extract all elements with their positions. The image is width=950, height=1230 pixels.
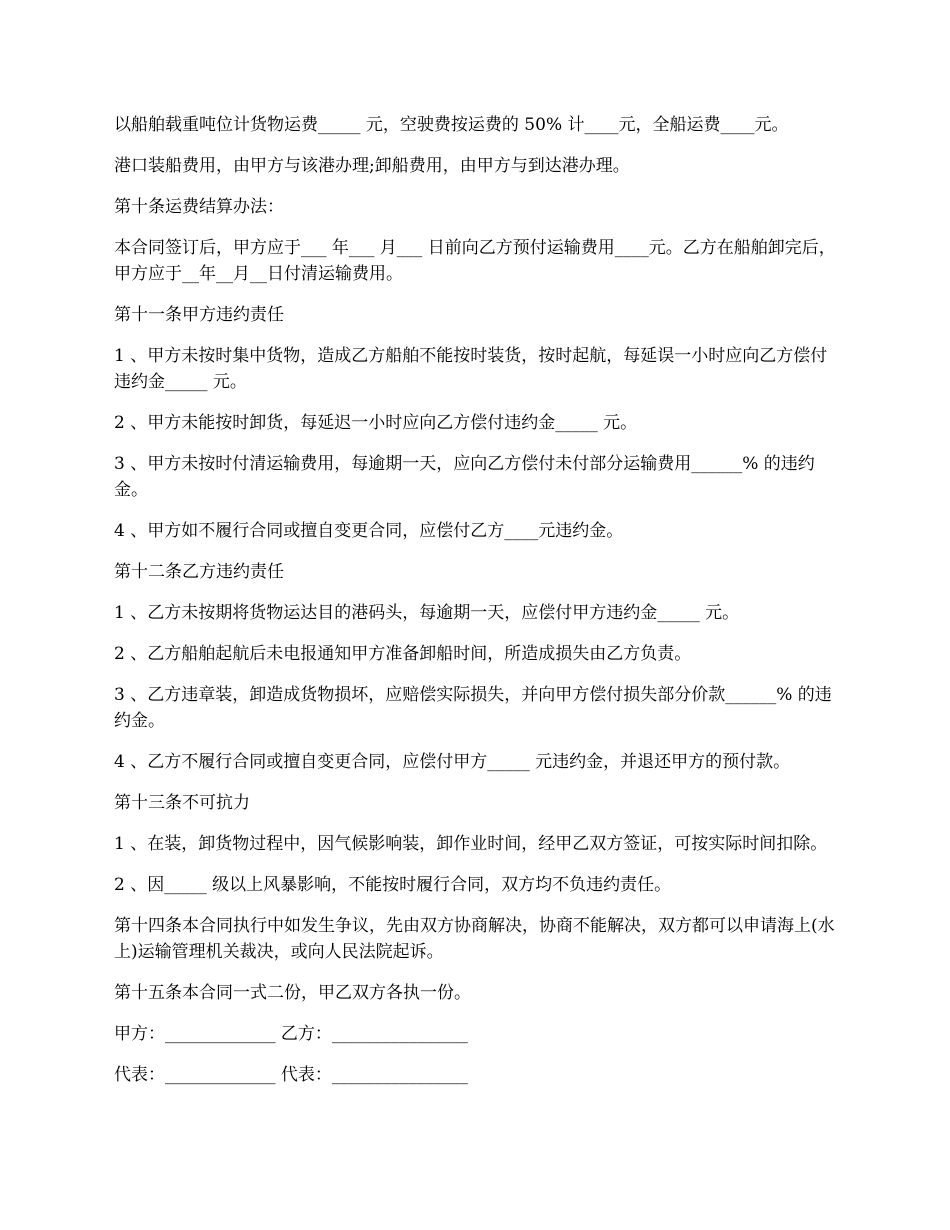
article-15: 第十五条本合同一式二份，甲乙双方各执一份。 (114, 983, 471, 1003)
article-14: 第十四条本合同执行中如发生争议，先由双方协商解决，协商不能解决，双方都可以申请海上(水上)运输管理机关裁决，或向人民法院起诉。 (114, 916, 835, 962)
contract-body (114, 112, 842, 1103)
clause-12-3: 3 、乙方违章装，卸造成货物损坏，应赔偿实际损失，并向甲方偿付损失部分价款______% 的违约金。 (114, 685, 832, 731)
clause-12-4: 4 、乙方不履行合同或擅自变更合同，应偿付甲方_____ 元违约金，并退还甲方的预付款。 (114, 752, 791, 772)
clause-13-1: 1 、在装，卸货物过程中，因气候影响装，卸作业时间，经甲乙双方签证，可按实际时间扣除。 (114, 834, 828, 854)
clause-11-1: 1 、甲方未按时集中货物，造成乙方船舶不能按时装货，按时起航，每延误一小时应向乙方偿付违约金_____ 元。 (114, 346, 828, 392)
heading-article-12: 第十二条乙方违约责任 (114, 562, 284, 582)
heading-article-13: 第十三条不可抗力 (114, 793, 250, 813)
clause-11-4: 4 、甲方如不履行合同或擅自变更合同，应偿付乙方____元违约金。 (114, 521, 624, 541)
clause-12-2: 2 、乙方船舶起航后未电报通知甲方准备卸船时间，所造成损失由乙方负责。 (114, 644, 692, 664)
paragraph-settlement: 本合同签订后，甲方应于___ 年___ 月___ 日前向乙方预付运输费用____元。乙方在船舶卸完后，甲方应于__年__月__日付清运输费用。 (114, 238, 836, 284)
paragraph-freight-rate: 以船舶载重吨位计货物运费_____ 元，空驶费按运费的 50% 计____元，全船运费____元。 (114, 115, 789, 135)
clause-12-1: 1 、乙方未按期将货物运达目的港码头，每逾期一天，应偿付甲方违约金_____ 元。 (114, 603, 740, 623)
signature-representatives-line: 代表：_____________ 代表：________________ (114, 1065, 468, 1085)
heading-article-10: 第十条运费结算办法： (114, 197, 284, 217)
paragraph-port-fees: 港口装船费用，由甲方与该港办理;卸船费用，由甲方与到达港办理。 (114, 156, 630, 176)
clause-11-2: 2 、甲方未能按时卸货，每延迟一小时应向乙方偿付违约金_____ 元。 (114, 413, 638, 433)
signature-parties-line: 甲方：_____________ 乙方：________________ (114, 1024, 468, 1044)
clause-11-3: 3 、甲方未按时付清运输费用，每逾期一天，应向乙方偿付未付部分运输费用______% 的违约金。 (114, 454, 815, 500)
heading-article-11: 第十一条甲方违约责任 (114, 305, 284, 325)
clause-13-2: 2 、因_____ 级以上风暴影响，不能按时履行合同，双方均不负违约责任。 (114, 875, 672, 895)
